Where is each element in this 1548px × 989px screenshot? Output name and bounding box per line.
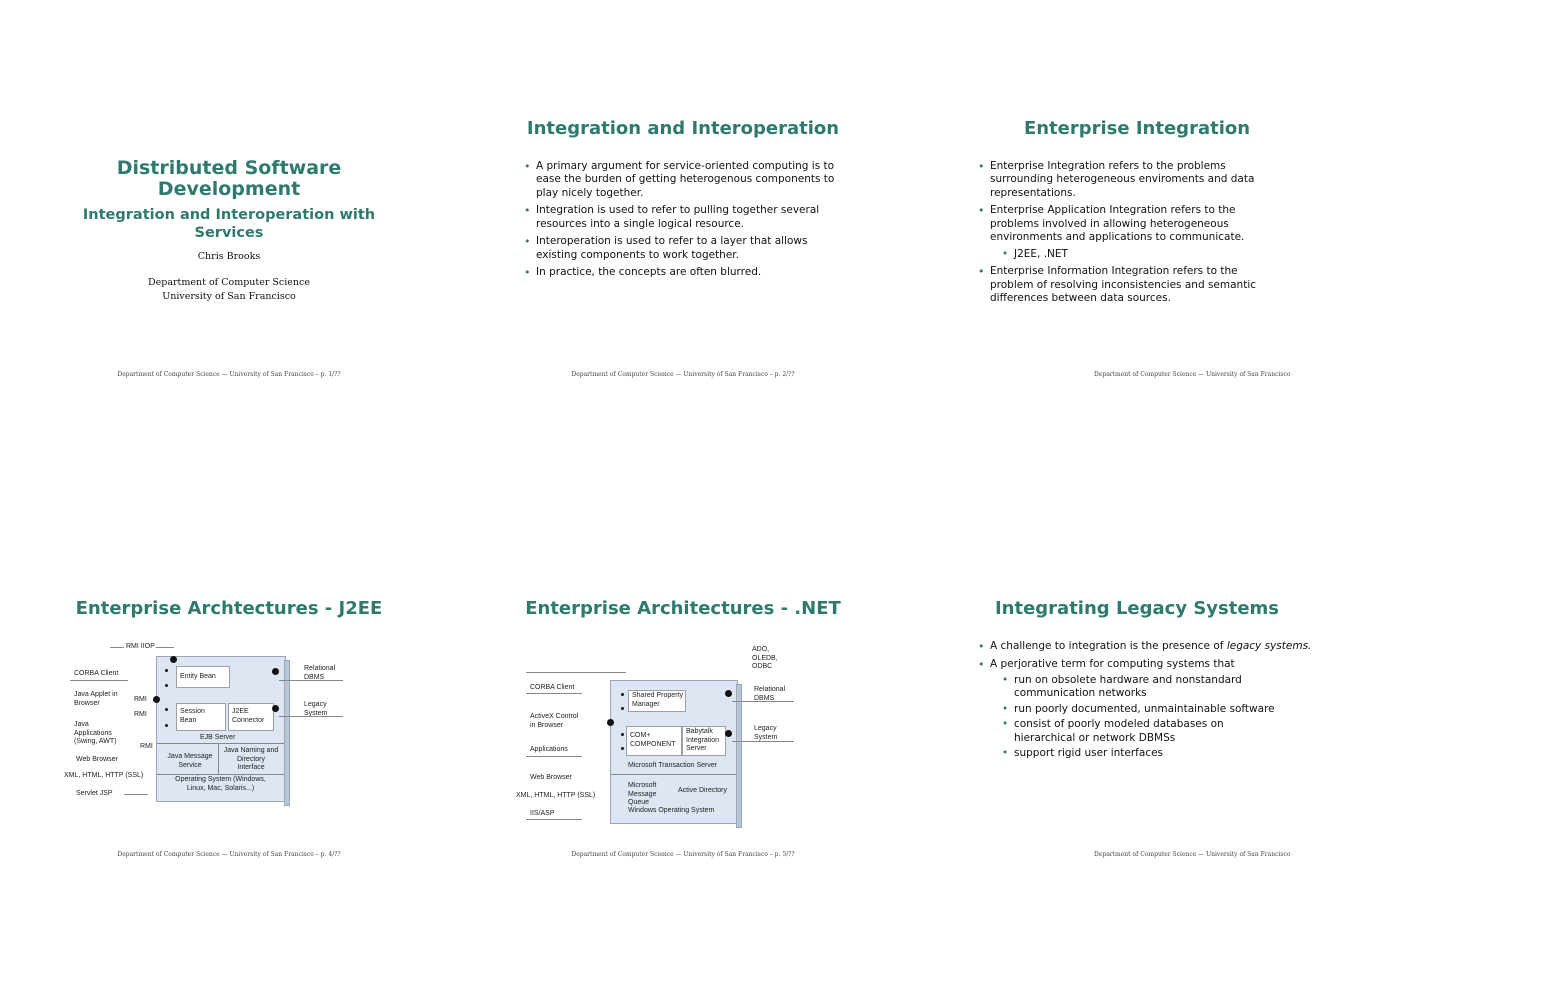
- j2ee-architecture-diagram: [58, 640, 348, 810]
- connector-line: [526, 672, 626, 673]
- sub-bullet-item: • run on obsolete hardware and nonstandard communication networks: [990, 674, 1278, 701]
- slide-3: [910, 110, 1364, 378]
- bullet-item: [978, 204, 1278, 261]
- java-apps-line-2: Applications: [74, 729, 112, 737]
- spm-line-1: Shared Property: [632, 692, 683, 699]
- jndi-label: [218, 747, 284, 773]
- title-line-2: Development: [157, 178, 301, 200]
- jms-label: [162, 753, 218, 770]
- legacy-system-label: [754, 725, 777, 742]
- affiliation: [2, 276, 456, 304]
- java-applet-line-1: Java Applet in: [74, 691, 118, 698]
- protocol-label: XML, HTML, HTTP (SSL): [64, 772, 144, 779]
- active-directory-label: Active Directory: [678, 787, 728, 794]
- legacy-line-2: System: [754, 733, 778, 741]
- ado-label: [752, 646, 778, 672]
- connector-line: [124, 794, 148, 795]
- rdbms-line-1: Relational: [304, 665, 336, 672]
- slide-title: Integration and Interoperation: [526, 118, 840, 139]
- connector-dot: [607, 719, 614, 726]
- subtitle-line-1: Integration and Interoperation with: [82, 207, 376, 223]
- msmq-line-1: Microsoft: [628, 782, 657, 789]
- babytalk-line-3: Server: [686, 745, 707, 752]
- bullet-list: [978, 160, 1278, 310]
- corba-client-label: CORBA Client: [530, 684, 575, 691]
- ado-line-3: ODBC: [752, 663, 773, 670]
- shared-property-manager-label: [632, 692, 683, 709]
- jms-line-2: Service: [178, 761, 202, 769]
- session-bean-line-2: Bean: [180, 716, 197, 724]
- connector-line: [70, 680, 128, 681]
- legacy-line-1: Legacy: [754, 725, 777, 732]
- bullet-item: • Integration is used to refer to pulling together several resources into a single logical resource.: [524, 204, 836, 231]
- slide-footer: Department of Computer Science — University of San Francisco – p. 2/??: [571, 371, 795, 378]
- corba-client-label: CORBA Client: [74, 670, 119, 677]
- slide-title: Enterprise Integration: [1023, 118, 1251, 139]
- com-component-label: [630, 732, 676, 749]
- port-dot: [621, 747, 624, 750]
- bullet-item: • In practice, the concepts are often blurred.: [524, 266, 836, 279]
- rdbms-line-2: DBMS: [304, 673, 325, 681]
- bullet-text: A perjorative term for computing systems that: [990, 657, 1235, 670]
- protocol-label: XML, HTML, HTTP (SSL): [516, 792, 596, 799]
- babytalk-line-2: Integration: [686, 736, 720, 744]
- divider-line: [157, 774, 284, 775]
- port-dot: [165, 684, 168, 687]
- jndi-line-3: Interface: [237, 764, 265, 771]
- java-apps-line-3: (Swing, AWT): [74, 738, 117, 745]
- connector-line: [732, 741, 794, 742]
- entity-bean-label: Entity Bean: [180, 673, 216, 680]
- slide-2: [456, 110, 910, 378]
- slide-1-title: [2, 110, 456, 378]
- slide-5: [456, 590, 910, 858]
- legacy-line-1: Legacy: [304, 701, 327, 708]
- bullet-item: • A primary argument for service-oriented computing is to ease the burden of getting heterogenous components to play nicely together.: [524, 160, 836, 200]
- slide-6: [910, 590, 1364, 858]
- jndi-line-2: Directory: [236, 755, 265, 763]
- slide-title: Integrating Legacy Systems: [994, 598, 1280, 619]
- divider-line: [611, 774, 736, 775]
- rmi-label: RMI: [134, 711, 147, 718]
- connector-line: [526, 693, 582, 694]
- ejb-server-label: EJB Server: [200, 734, 236, 741]
- port-dot: [621, 707, 624, 710]
- dotnet-architecture-diagram: [512, 640, 812, 830]
- j2ee-connector-label: [232, 708, 264, 725]
- sub-bullet-item: • run poorly documented, unmaintainable software: [990, 703, 1278, 716]
- rdbms-line-2: DBMS: [754, 694, 775, 702]
- spm-line-2: Manager: [632, 700, 660, 708]
- bullet-item: • Interoperation is used to refer to a layer that allows existing components to work together.: [524, 235, 836, 262]
- java-apps-line-1: Java: [74, 721, 89, 728]
- bullet-item: • Enterprise Integration refers to the problems surrounding heterogeneous enviroments and data representations.: [978, 160, 1278, 200]
- connector-line: [156, 647, 174, 648]
- os-line-1: Operating System (Windows,: [175, 776, 266, 783]
- connector-line: [279, 716, 343, 717]
- slide-footer: Department of Computer Science — University of San Francisco – p. 1/??: [117, 371, 341, 378]
- port-dot: [165, 724, 168, 727]
- bullet-list: [978, 640, 1312, 765]
- rmi-label: RMI: [140, 743, 153, 750]
- java-applet-line-2: Browser: [74, 699, 100, 707]
- sub-bullet-list: [990, 674, 1278, 760]
- presentation-subtitle: [2, 206, 456, 242]
- affiliation-line-1: Department of Computer Science: [148, 277, 310, 288]
- connector-dot: [725, 690, 732, 697]
- title-line-1: Distributed Software: [116, 157, 342, 179]
- rmi-iiop-label: RMI IIOP: [126, 643, 155, 650]
- slide-title: Enterprise Architectures - .NET: [525, 598, 841, 619]
- rdbms-line-1: Relational: [754, 686, 786, 693]
- bullet-item: [978, 640, 1312, 653]
- connector-dot: [170, 656, 177, 663]
- bullet-list: [524, 160, 836, 284]
- slide-title: Enterprise Archtectures - J2EE: [75, 598, 383, 619]
- sub-bullet-item: • consist of poorly modeled databases on hierarchical or network DBMSs: [990, 718, 1278, 745]
- activex-line-1: ActiveX Control: [530, 713, 579, 720]
- port-dot: [621, 693, 624, 696]
- connector-dot: [725, 730, 732, 737]
- connector-dot: [153, 696, 160, 703]
- com-line-2: COMPONENT: [630, 740, 676, 748]
- platform-side: [284, 660, 290, 806]
- bullet-emphasis: legacy systems.: [1226, 640, 1312, 652]
- ado-line-1: ADO,: [752, 646, 770, 653]
- connector-dot: [272, 705, 279, 712]
- msmq-line-2: Message: [628, 790, 657, 798]
- web-browser-label: Web Browser: [530, 774, 572, 781]
- connector-line: [526, 756, 582, 757]
- session-bean-label: [180, 708, 205, 725]
- babytalk-server-label: [686, 728, 719, 754]
- com-line-1: COM+: [630, 732, 651, 739]
- message-queue-label: [628, 782, 656, 808]
- presentation-title: [2, 158, 456, 200]
- bullet-text: A challenge to integration is the presence of: [990, 640, 1227, 652]
- os-label: [157, 776, 284, 793]
- rmi-label: RMI: [134, 696, 147, 703]
- session-bean-line-1: Session: [180, 708, 205, 715]
- bullet-text: Enterprise Application Integration refers to the problems involved in allowing heterogeneous environments and applications to communicate.: [990, 204, 1245, 244]
- slide-footer: Department of Computer Science — University of San Francisco: [1094, 371, 1291, 378]
- activex-label: [530, 713, 578, 730]
- web-browser-label: Web Browser: [76, 756, 118, 763]
- legacy-line-2: System: [304, 709, 328, 717]
- java-applet-label: [74, 691, 118, 708]
- activex-line-2: in Browser: [530, 721, 564, 729]
- iis-asp-label: IIS/ASP: [530, 810, 555, 817]
- platform-side: [736, 684, 742, 828]
- sub-bullet-list: [990, 248, 1278, 261]
- slide-footer: Department of Computer Science — University of San Francisco – p. 5/??: [571, 851, 795, 858]
- connector-line: [110, 647, 124, 648]
- windows-os-label: Windows Operating System: [628, 807, 715, 814]
- applications-label: Applications: [530, 746, 568, 753]
- msmq-line-3: Queue: [628, 799, 650, 806]
- java-apps-label: [74, 721, 117, 747]
- slide-footer: Department of Computer Science — University of San Francisco: [1094, 851, 1291, 858]
- author: Chris Brooks: [197, 251, 261, 262]
- j2ee-connector-line-1: J2EE: [232, 708, 249, 715]
- os-line-2: Linux, Mac, Solaris...): [186, 784, 255, 792]
- servlet-jsp-label: Servlet JSP: [76, 790, 113, 797]
- transaction-server-label: Microsoft Transaction Server: [628, 762, 718, 769]
- bullet-item: [978, 658, 1278, 761]
- affiliation-line-2: University of San Francisco: [162, 291, 296, 302]
- ado-line-2: OLEDB,: [752, 654, 778, 662]
- jndi-line-1: Java Naming and: [223, 747, 279, 754]
- connector-line: [279, 680, 343, 681]
- slide-4: [2, 590, 456, 858]
- connector-line: [526, 819, 582, 820]
- divider-line: [157, 743, 284, 744]
- port-dot: [165, 708, 168, 711]
- sub-bullet-item: • J2EE, .NET: [990, 248, 1278, 261]
- subtitle-line-2: Services: [194, 225, 264, 241]
- connector-line: [732, 701, 794, 702]
- slide-footer: Department of Computer Science — University of San Francisco – p. 4/??: [117, 851, 341, 858]
- connector-dot: [272, 668, 279, 675]
- port-dot: [165, 669, 168, 672]
- j2ee-connector-line-2: Connector: [232, 716, 265, 724]
- jms-line-1: Java Message: [167, 753, 213, 760]
- sub-bullet-item: • support rigid user interfaces: [990, 747, 1278, 760]
- port-dot: [621, 733, 624, 736]
- bullet-item: • Enterprise Information Integration refers to the problem of resolving inconsistencies and semantic differences between data sources.: [978, 265, 1278, 305]
- babytalk-line-1: Babytalk: [686, 728, 713, 735]
